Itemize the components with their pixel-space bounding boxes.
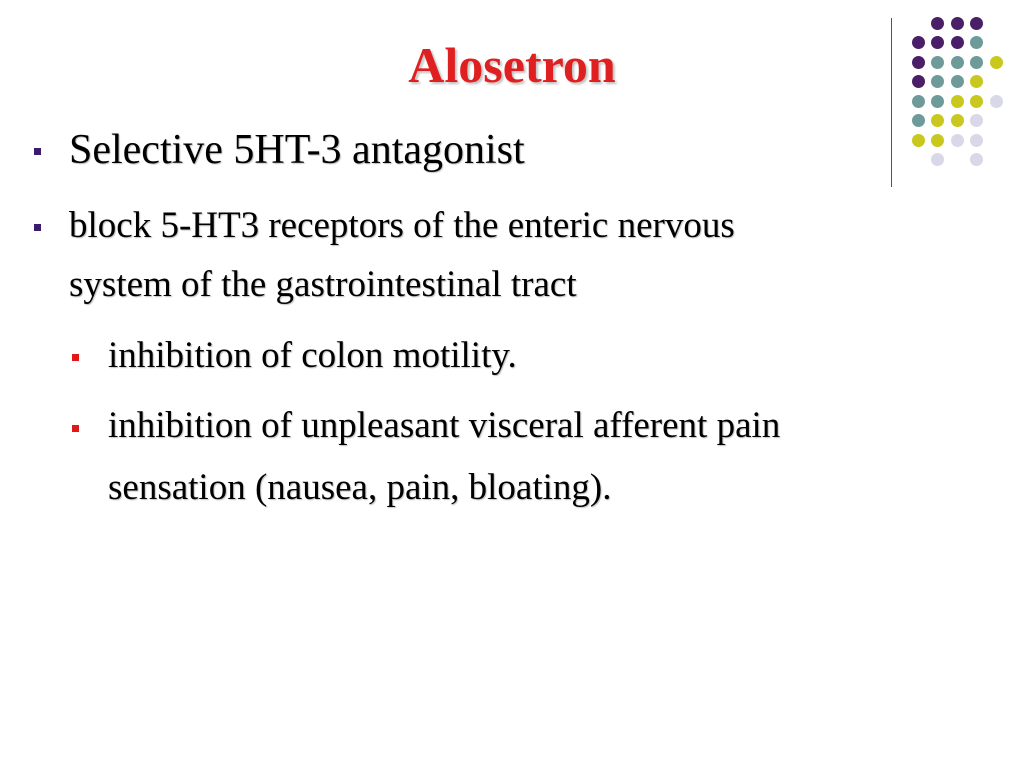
- decorative-dot: [970, 114, 983, 127]
- decorative-dot: [951, 56, 964, 69]
- sub-bullet-marker-2: [72, 425, 79, 432]
- decorative-dot: [912, 56, 925, 69]
- decorative-dot: [970, 75, 983, 88]
- decorative-dot: [951, 114, 964, 127]
- sub-bullet-marker-1: [72, 354, 79, 361]
- sub-bullet-text-2-line-2: sensation (nausea, pain, bloating).: [108, 467, 612, 508]
- decorative-dot: [931, 75, 944, 88]
- decorative-dot: [970, 134, 983, 147]
- decorative-dot: [931, 114, 944, 127]
- decorative-dot: [970, 95, 983, 108]
- decorative-dot: [990, 95, 1003, 108]
- slide-title: Alosetron: [408, 37, 616, 93]
- decorative-dot: [951, 134, 964, 147]
- bullet-marker-2: [34, 224, 41, 231]
- bullet-text-2-line-1: block 5-HT3 receptors of the enteric nervous: [69, 205, 735, 246]
- decorative-dot: [912, 75, 925, 88]
- decorative-dot: [990, 56, 1003, 69]
- decorative-dot: [951, 17, 964, 30]
- bullet-text-2-line-2: system of the gastrointestinal tract: [69, 264, 577, 305]
- decorative-dot: [931, 36, 944, 49]
- decorative-dot: [951, 95, 964, 108]
- decorative-dot: [931, 95, 944, 108]
- bullet-marker-1: [34, 148, 41, 155]
- decorative-dot: [912, 134, 925, 147]
- decorative-dot: [970, 36, 983, 49]
- decorative-dot: [970, 153, 983, 166]
- decorative-dot: [912, 114, 925, 127]
- decorative-dot: [931, 17, 944, 30]
- decorative-dot: [912, 95, 925, 108]
- decorative-dot: [970, 56, 983, 69]
- decorative-dot: [912, 36, 925, 49]
- sub-bullet-text-2-line-1: inhibition of unpleasant visceral afferent pain: [108, 405, 781, 446]
- decorative-dot: [931, 153, 944, 166]
- bullet-text-1: Selective 5HT-3 antagonist: [69, 127, 525, 173]
- decorative-dot: [931, 134, 944, 147]
- decorative-dot: [951, 75, 964, 88]
- decorative-dot: [931, 56, 944, 69]
- decorative-dot: [970, 17, 983, 30]
- sub-bullet-text-1: inhibition of colon motility.: [108, 335, 517, 376]
- decorative-dot: [951, 36, 964, 49]
